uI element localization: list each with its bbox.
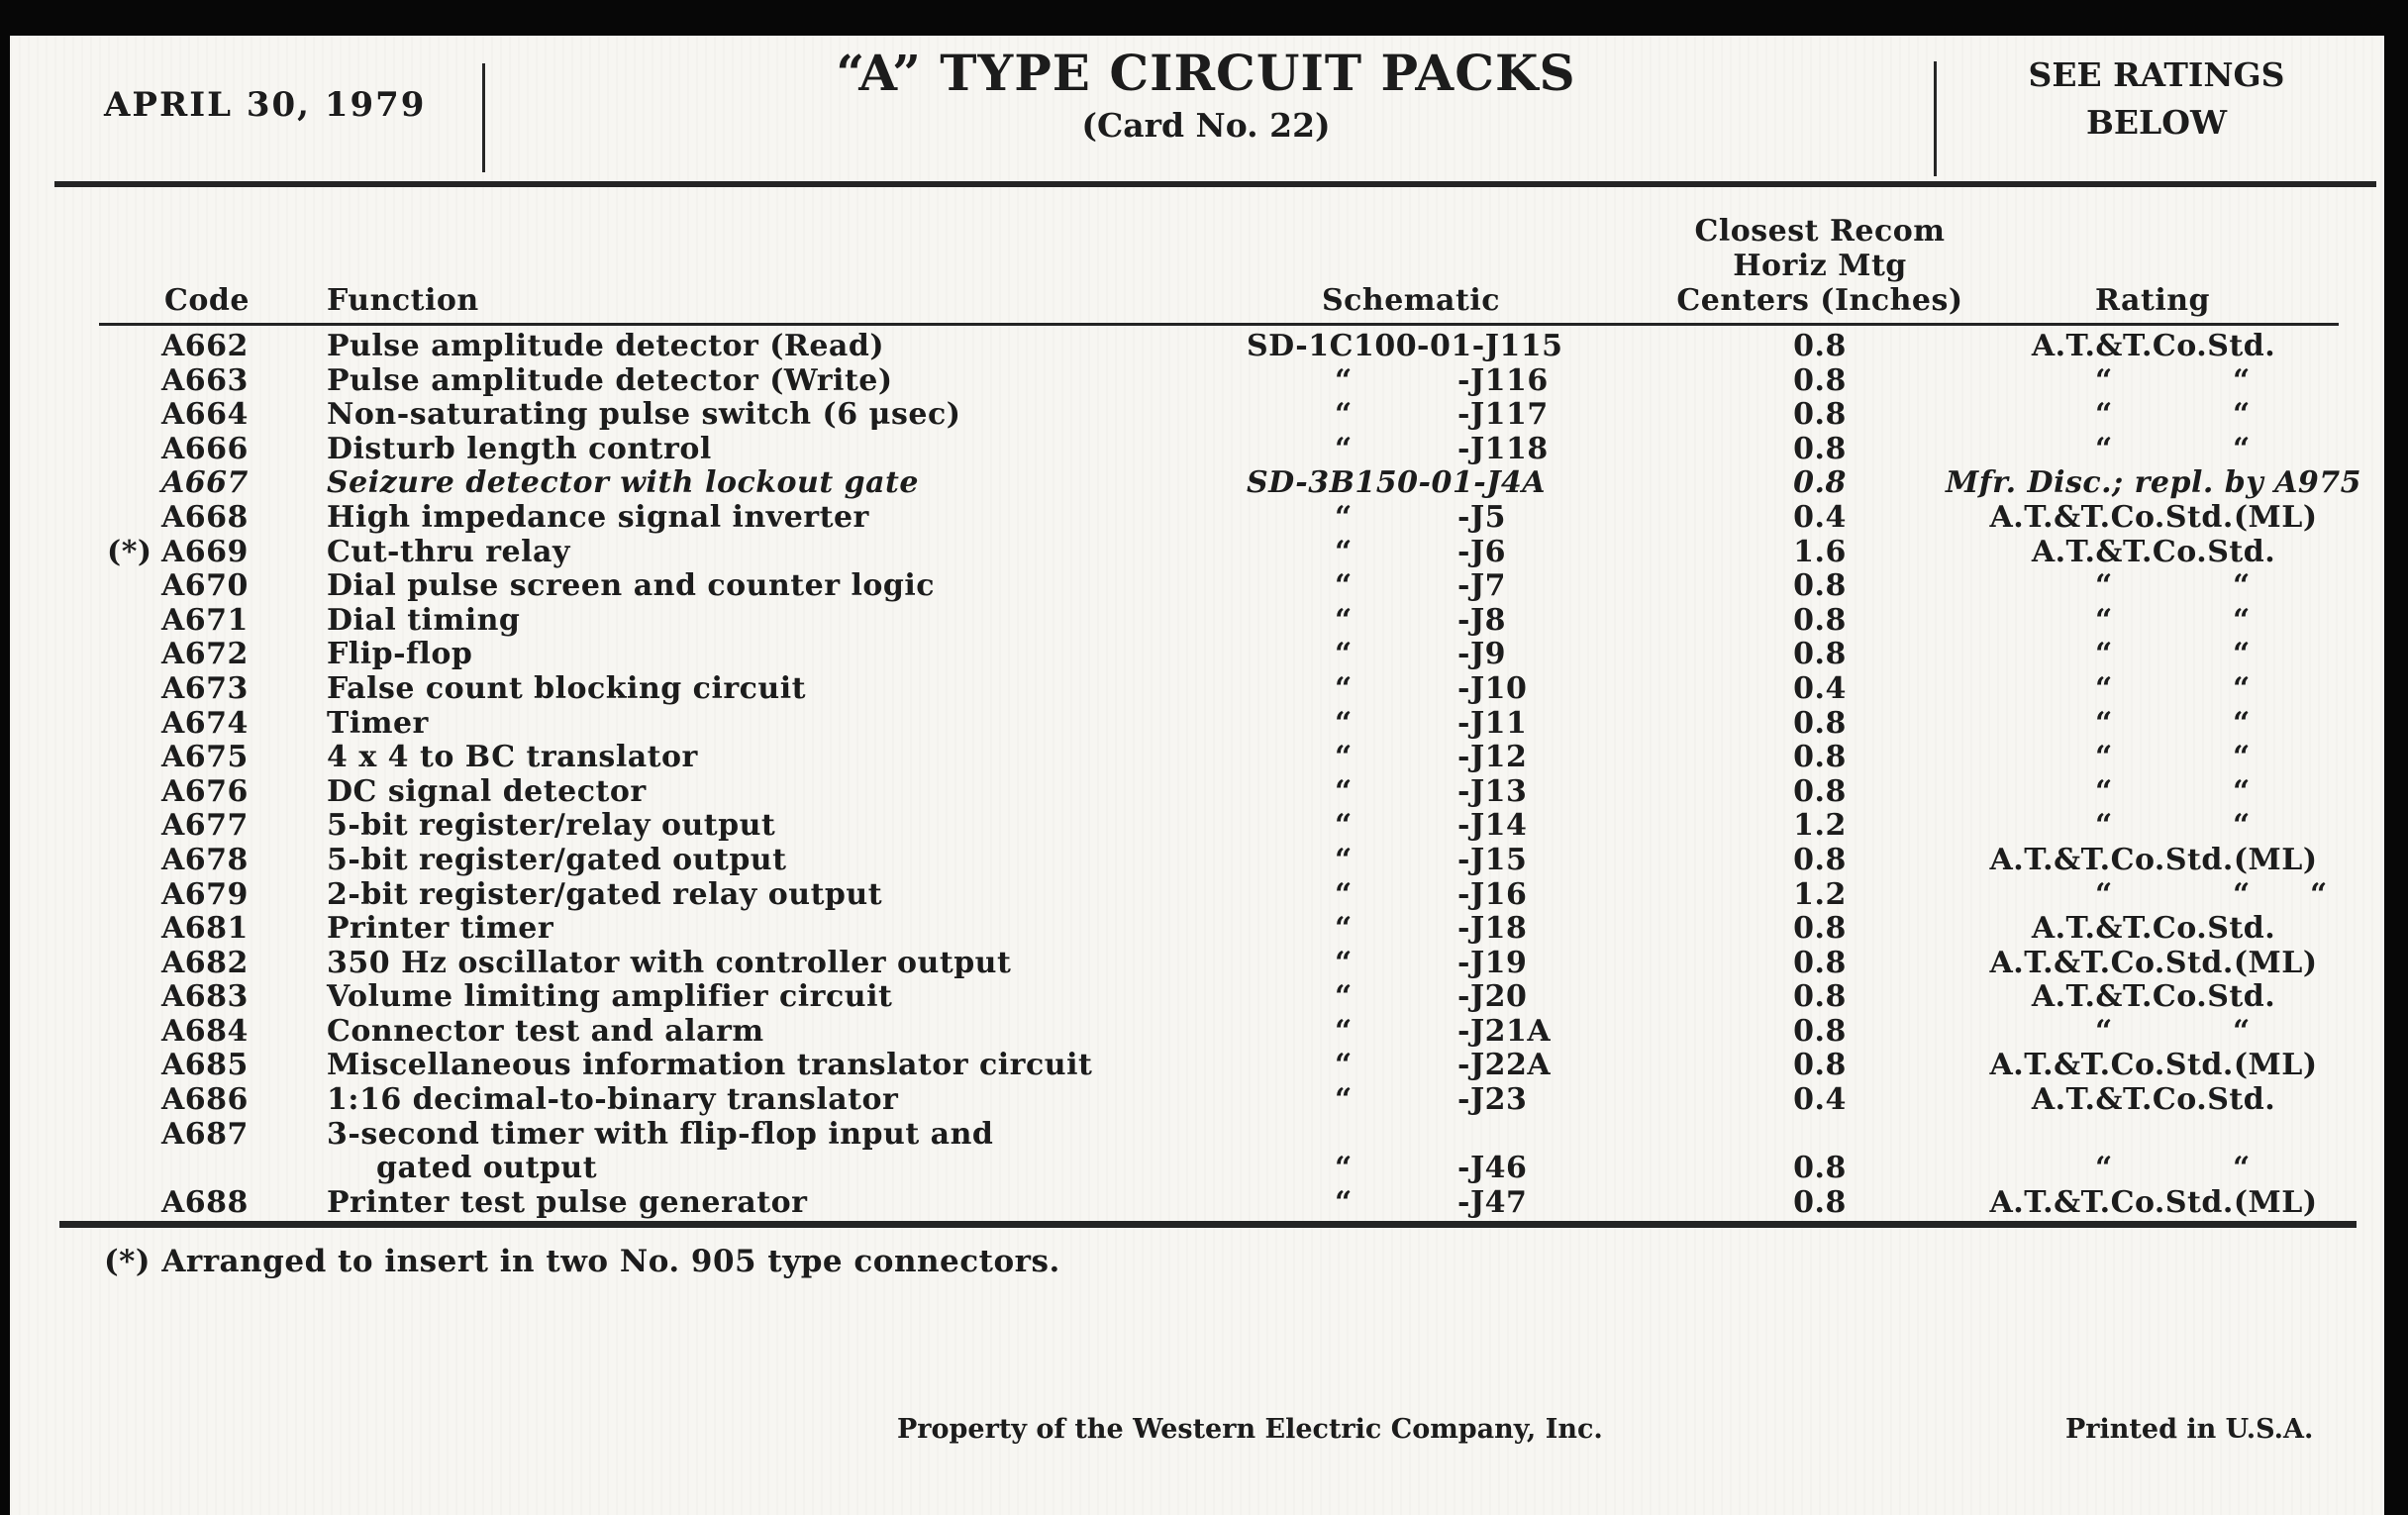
row-rating: [1891, 1186, 2408, 1221]
row-schematic-j: -J118: [1457, 431, 1549, 466]
row-function: Flip-flop: [327, 637, 473, 672]
row-centers: 0.8: [1793, 329, 1847, 363]
row-schematic-j: -J13: [1457, 773, 1528, 809]
rating-ditto-icon: “: [2095, 876, 2113, 912]
row-function: gated output: [376, 1151, 598, 1186]
rating-ditto-icon: “: [2233, 876, 2251, 912]
schematic-ditto-icon: “: [1335, 670, 1353, 706]
schematic-ditto-icon: “: [1335, 534, 1353, 569]
row-code: A671: [161, 602, 249, 638]
row-function: Cut-thru relay: [327, 534, 570, 569]
row-centers: 0.4: [1793, 1082, 1847, 1118]
row-code: A682: [161, 945, 249, 980]
row-centers: 0.8: [1793, 842, 1847, 877]
rating-ditto-icon: “: [2233, 362, 2251, 398]
row-function: Dial timing: [327, 602, 521, 638]
schematic-ditto-icon: “: [1335, 911, 1353, 947]
row-schematic: SD-3B150-01-J4A: [1247, 465, 1547, 501]
row-code: A672: [161, 637, 249, 672]
row-code: A679: [161, 876, 249, 912]
row-schematic-j: -J22A: [1457, 1048, 1552, 1083]
column-header-code: Code: [164, 283, 250, 318]
row-schematic-j: -J23: [1457, 1082, 1528, 1118]
table-row: [10, 466, 2384, 501]
schematic-ditto-icon: “: [1335, 1013, 1353, 1049]
schematic-ditto-icon: “: [1335, 808, 1353, 844]
row-code: A688: [161, 1184, 249, 1220]
row-centers: 0.8: [1793, 945, 1847, 980]
row-function: Timer: [327, 705, 429, 741]
rating-ditto-icon: “: [2095, 362, 2113, 398]
row-centers: 1.2: [1793, 808, 1847, 844]
row-centers: 0.8: [1793, 362, 1847, 398]
row-schematic-j: -J47: [1457, 1184, 1528, 1220]
table-row: [10, 844, 2384, 878]
row-centers: 0.8: [1793, 1013, 1847, 1049]
row-centers: 1.6: [1793, 534, 1847, 569]
row-schematic: SD-1C100-01-J115: [1247, 329, 1563, 363]
table-row: [10, 398, 2384, 433]
card-number: (Card No. 22): [1081, 106, 1331, 145]
table-row: [10, 980, 2384, 1015]
rating-ditto-icon: “: [2310, 876, 2328, 912]
schematic-ditto-icon: “: [1335, 362, 1353, 398]
schematic-ditto-icon: “: [1335, 1151, 1353, 1186]
row-code: A677: [161, 808, 249, 844]
row-function: 4 x 4 to BC translator: [327, 740, 698, 775]
row-code: A673: [161, 670, 249, 706]
row-code: A685: [161, 1048, 249, 1083]
rating-ditto-icon: “: [2233, 568, 2251, 604]
schematic-ditto-icon: “: [1335, 705, 1353, 741]
rating-ditto-icon: “: [2095, 602, 2113, 638]
rating-ditto-icon: “: [2233, 431, 2251, 466]
row-code: A675: [161, 740, 249, 775]
column-header-centers: [1671, 214, 1968, 318]
schematic-ditto-icon: “: [1335, 842, 1353, 877]
rating-text: A.T.&T.Co.Std.: [2031, 329, 2276, 363]
row-code: A683: [161, 979, 249, 1015]
row-code: A676: [161, 773, 249, 809]
row-centers: 0.8: [1793, 1184, 1847, 1220]
rating-text: A.T.&T.Co.Std.(ML): [1989, 499, 2318, 535]
rating-ditto-icon: “: [2095, 397, 2113, 433]
rating-text: Mfr. Disc.; repl. by A975: [1946, 465, 2361, 501]
title-block: [612, 44, 1800, 145]
rating-ditto-icon: “: [2095, 705, 2113, 741]
row-code: A687: [161, 1116, 249, 1152]
row-rating: [1891, 330, 2408, 364]
schematic-ditto-icon: “: [1335, 1048, 1353, 1083]
rating-ditto-icon: “: [2233, 1151, 2251, 1186]
column-header-centers-line1: Closest Recom: [1694, 214, 1946, 249]
row-function: Printer timer: [327, 911, 554, 947]
row-schematic-j: -J7: [1457, 568, 1507, 604]
rating-ditto-icon: “: [2095, 773, 2113, 809]
row-schematic-j: -J20: [1457, 979, 1528, 1015]
column-header-centers-line2: Horiz Mtg: [1733, 249, 1907, 283]
row-schematic-j: -J46: [1457, 1151, 1528, 1186]
row-centers: 0.8: [1793, 568, 1847, 604]
row-function: Non-saturating pulse switch (6 μsec): [327, 397, 961, 433]
schematic-ditto-icon: “: [1335, 1082, 1353, 1118]
rating-ditto-icon: “: [2233, 637, 2251, 672]
row-centers: 0.8: [1793, 431, 1847, 466]
table-row: [10, 809, 2384, 844]
table-row: [10, 536, 2384, 570]
table-row: [10, 1186, 2384, 1221]
column-header-centers-line3: Centers (Inches): [1676, 283, 1963, 318]
row-schematic-j: -J8: [1457, 602, 1507, 638]
row-centers: 0.8: [1793, 773, 1847, 809]
schematic-ditto-icon: “: [1335, 499, 1353, 535]
schematic-ditto-icon: “: [1335, 773, 1353, 809]
row-centers: 0.8: [1793, 1151, 1847, 1186]
row-function: Dial pulse screen and counter logic: [327, 568, 935, 604]
row-code: A678: [161, 842, 249, 877]
row-rating: [1891, 1083, 2408, 1118]
row-code: A684: [161, 1013, 249, 1049]
row-code: A664: [161, 397, 249, 433]
table-row: [10, 1152, 2384, 1186]
row-code: A667: [161, 465, 249, 501]
schematic-ditto-icon: “: [1335, 876, 1353, 912]
row-centers: 0.8: [1793, 397, 1847, 433]
rating-text: A.T.&T.Co.Std.(ML): [1989, 945, 2318, 980]
table-row: [10, 775, 2384, 810]
header-rule: [54, 181, 2376, 187]
row-function: Seizure detector with lockout gate: [327, 465, 920, 501]
row-rating: [1891, 536, 2408, 570]
schematic-ditto-icon: “: [1335, 1184, 1353, 1220]
column-header-rule: [99, 323, 2339, 326]
row-function: Miscellaneous information translator circuit: [327, 1048, 1093, 1083]
row-centers: 0.8: [1793, 1048, 1847, 1083]
row-centers: 0.8: [1793, 602, 1847, 638]
schematic-ditto-icon: “: [1335, 568, 1353, 604]
row-schematic-j: -J10: [1457, 670, 1528, 706]
row-schematic-j: -J9: [1457, 637, 1507, 672]
rating-ditto-icon: “: [2233, 808, 2251, 844]
table-row: [10, 501, 2384, 536]
table-rows: [10, 330, 2384, 1220]
row-function: Pulse amplitude detector (Write): [327, 362, 893, 398]
rating-ditto-icon: “: [2233, 602, 2251, 638]
rating-ditto-icon: “: [2095, 670, 2113, 706]
row-code: A670: [161, 568, 249, 604]
row-centers: 0.8: [1793, 740, 1847, 775]
row-schematic-j: -J19: [1457, 945, 1528, 980]
row-schematic-j: -J5: [1457, 499, 1507, 535]
row-code: A668: [161, 499, 249, 535]
table-row: [10, 672, 2384, 707]
rating-text: A.T.&T.Co.Std.: [2031, 1082, 2276, 1118]
row-centers: 0.8: [1793, 637, 1847, 672]
footer-printed-note: Printed in U.S.A.: [2065, 1414, 2314, 1445]
table-row: [10, 433, 2384, 467]
page-title: “A” TYPE CIRCUIT PACKS: [836, 44, 1576, 102]
row-function: 5-bit register/relay output: [327, 808, 776, 844]
row-rating: [1891, 947, 2408, 981]
row-code: A662: [161, 329, 249, 363]
row-function: High impedance signal inverter: [327, 499, 869, 535]
table-row: [10, 604, 2384, 639]
rating-ditto-icon: “: [2233, 773, 2251, 809]
row-code: A674: [161, 705, 249, 741]
table-row: [10, 707, 2384, 742]
rating-text: A.T.&T.Co.Std.: [2031, 534, 2276, 569]
row-code: A666: [161, 431, 249, 466]
row-code: A663: [161, 362, 249, 398]
row-schematic-j: -J116: [1457, 362, 1549, 398]
rating-text: A.T.&T.Co.Std.: [2031, 979, 2276, 1015]
row-rating: [1891, 980, 2408, 1015]
rating-ditto-icon: “: [2095, 808, 2113, 844]
row-centers: 0.8: [1793, 911, 1847, 947]
row-schematic-j: -J14: [1457, 808, 1528, 844]
row-schematic-j: -J16: [1457, 876, 1528, 912]
header-divider-left: [482, 63, 485, 172]
schematic-ditto-icon: “: [1335, 431, 1353, 466]
paper-sheet: [10, 36, 2384, 1515]
row-code: A681: [161, 911, 249, 947]
row-function: 2-bit register/gated relay output: [327, 876, 883, 912]
ratings-note-line1: SEE RATINGS: [2028, 55, 2285, 94]
table-row: [10, 569, 2384, 604]
row-schematic-j: -J21A: [1457, 1013, 1552, 1049]
row-code: A669: [161, 534, 249, 569]
footnote: (*) Arranged to insert in two No. 905 type connectors.: [104, 1244, 1060, 1279]
row-schematic-j: -J18: [1457, 911, 1528, 947]
rating-text: A.T.&T.Co.Std.: [2031, 911, 2276, 947]
row-centers: 1.2: [1793, 876, 1847, 912]
row-function: Connector test and alarm: [327, 1013, 764, 1049]
row-function: False count blocking circuit: [327, 670, 806, 706]
row-function: Pulse amplitude detector (Read): [327, 329, 885, 363]
row-rating: [1891, 912, 2408, 947]
schematic-ditto-icon: “: [1335, 979, 1353, 1015]
rating-ditto-icon: “: [2233, 705, 2251, 741]
rating-ditto-icon: “: [2095, 740, 2113, 775]
table-bottom-rule: [59, 1221, 2357, 1228]
row-function: Volume limiting amplifier circuit: [327, 979, 893, 1015]
rating-ditto-icon: “: [2233, 670, 2251, 706]
row-function: 350 Hz oscillator with controller output: [327, 945, 1012, 980]
table-row: [10, 1049, 2384, 1083]
document-date: APRIL 30, 1979: [104, 85, 427, 125]
rating-ditto-icon: “: [2233, 397, 2251, 433]
schematic-ditto-icon: “: [1335, 637, 1353, 672]
table-row: [10, 638, 2384, 672]
row-function: Printer test pulse generator: [327, 1184, 808, 1220]
row-function: 3-second timer with flip-flop input and: [327, 1116, 994, 1152]
row-schematic-j: -J11: [1457, 705, 1528, 741]
table-row: [10, 330, 2384, 364]
schematic-ditto-icon: “: [1335, 740, 1353, 775]
table-row: [10, 912, 2384, 947]
column-header-rating: Rating: [2094, 283, 2211, 318]
rating-ditto-icon: “: [2095, 568, 2113, 604]
row-function: 1:16 decimal-to-binary translator: [327, 1082, 899, 1118]
column-header-function: Function: [327, 283, 479, 318]
rating-ditto-icon: “: [2095, 431, 2113, 466]
table-row: [10, 741, 2384, 775]
rating-ditto-icon: “: [2095, 637, 2113, 672]
rating-ditto-icon: “: [2095, 1013, 2113, 1049]
table-row: [10, 947, 2384, 981]
rating-ditto-icon: “: [2233, 740, 2251, 775]
row-prefix: (*): [107, 534, 152, 569]
row-rating: [1891, 844, 2408, 878]
header-divider-right: [1934, 61, 1937, 176]
ratings-note: [1993, 51, 2320, 147]
row-schematic-j: -J15: [1457, 842, 1528, 877]
rating-text: A.T.&T.Co.Std.(ML): [1989, 1048, 2318, 1083]
row-centers: 0.8: [1793, 705, 1847, 741]
row-schematic-j: -J117: [1457, 397, 1549, 433]
row-schematic-j: -J6: [1457, 534, 1507, 569]
row-centers: 0.4: [1793, 670, 1847, 706]
row-rating: [1891, 501, 2408, 536]
rating-ditto-icon: “: [2233, 1013, 2251, 1049]
row-rating: [1891, 466, 2408, 501]
table-row: [10, 878, 2384, 913]
row-function: Disturb length control: [327, 431, 712, 466]
schematic-ditto-icon: “: [1335, 397, 1353, 433]
table-row: [10, 1015, 2384, 1050]
ratings-note-line2: BELOW: [2085, 103, 2228, 142]
row-function: DC signal detector: [327, 773, 647, 809]
row-centers: 0.8: [1793, 465, 1847, 501]
row-schematic-j: -J12: [1457, 740, 1528, 775]
row-code: A686: [161, 1082, 249, 1118]
rating-ditto-icon: “: [2095, 1151, 2113, 1186]
footer-property-note: Property of the Western Electric Company, Inc.: [897, 1414, 1603, 1445]
row-centers: 0.4: [1793, 499, 1847, 535]
column-header-schematic: Schematic: [1321, 283, 1501, 318]
table-row: [10, 364, 2384, 399]
row-rating: [1891, 1049, 2408, 1083]
rating-text: A.T.&T.Co.Std.(ML): [1989, 842, 2318, 877]
table-row: [10, 1083, 2384, 1118]
row-centers: 0.8: [1793, 979, 1847, 1015]
row-function: 5-bit register/gated output: [327, 842, 787, 877]
rating-text: A.T.&T.Co.Std.(ML): [1989, 1184, 2318, 1220]
schematic-ditto-icon: “: [1335, 945, 1353, 980]
schematic-ditto-icon: “: [1335, 602, 1353, 638]
table-row: [10, 1118, 2384, 1153]
